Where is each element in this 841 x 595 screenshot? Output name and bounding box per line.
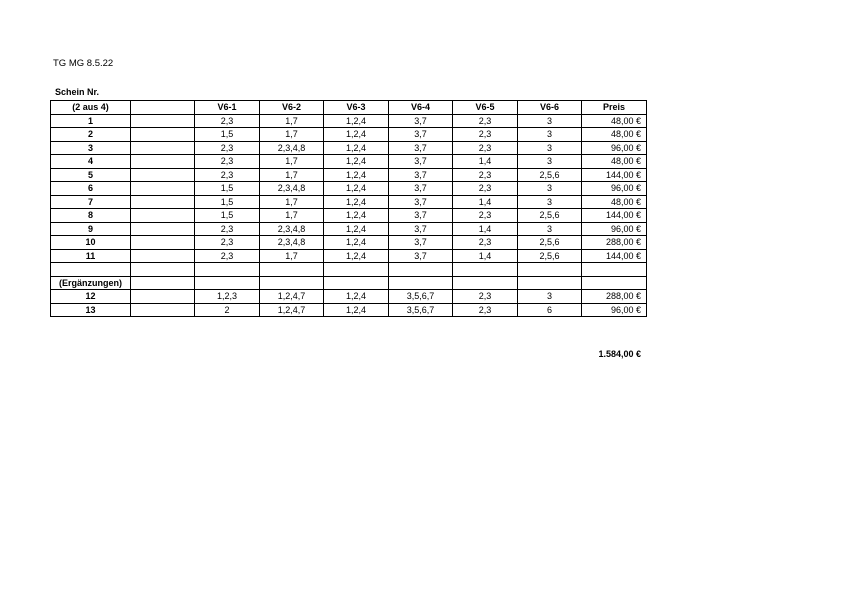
value-cell-v2: 2,3,4,8 <box>260 141 324 155</box>
value-cell-v6: 3 <box>518 128 582 142</box>
value-cell-v4: 3,7 <box>389 249 453 263</box>
blank-cell <box>389 276 453 290</box>
value-cell-v3: 1,2,4 <box>324 249 389 263</box>
value-cell-v3: 1,2,4 <box>324 222 389 236</box>
ticket-number-cell: 11 <box>51 249 131 263</box>
ticket-number-cell: 4 <box>51 155 131 169</box>
blank-cell <box>260 276 324 290</box>
value-cell-v6: 3 <box>518 155 582 169</box>
price-cell: 48,00 € <box>582 114 647 128</box>
value-cell-v2: 1,7 <box>260 155 324 169</box>
value-cell-v3: 1,2,4 <box>324 114 389 128</box>
value-cell-v3: 1,2,4 <box>324 141 389 155</box>
table-row <box>51 303 647 317</box>
blank-cell <box>131 236 195 250</box>
value-cell-v5: 2,3 <box>453 290 518 304</box>
value-cell-v2: 1,7 <box>260 249 324 263</box>
price-cell: 96,00 € <box>582 141 647 155</box>
value-cell-v5: 2,3 <box>453 114 518 128</box>
value-cell-v3: 1,2,4 <box>324 209 389 223</box>
value-cell-v2: 1,7 <box>260 209 324 223</box>
value-cell-v1: 2,3 <box>195 141 260 155</box>
blank-cell <box>51 263 131 277</box>
value-cell-v3: 1,2,4 <box>324 155 389 169</box>
value-cell-v5: 1,4 <box>453 249 518 263</box>
ticket-number-cell: 9 <box>51 222 131 236</box>
total-price: 1.584,00 € <box>598 349 641 359</box>
ticket-number-cell: 2 <box>51 128 131 142</box>
value-cell-v4: 3,7 <box>389 209 453 223</box>
value-cell-v5: 2,3 <box>453 182 518 196</box>
value-cell-v5: 2,3 <box>453 128 518 142</box>
blank-cell <box>582 263 647 277</box>
value-cell-v4: 3,7 <box>389 236 453 250</box>
value-cell-v2: 1,2,4,7 <box>260 290 324 304</box>
value-cell-v6: 2,5,6 <box>518 209 582 223</box>
blank-cell <box>582 276 647 290</box>
header-cell: V6-1 <box>195 101 260 115</box>
ticket-number-cell: 1 <box>51 114 131 128</box>
blank-cell <box>131 155 195 169</box>
table-row <box>51 128 647 142</box>
price-cell: 144,00 € <box>582 168 647 182</box>
blank-cell <box>131 290 195 304</box>
ticket-number-cell: 6 <box>51 182 131 196</box>
price-cell: 288,00 € <box>582 290 647 304</box>
value-cell-v6: 3 <box>518 290 582 304</box>
value-cell-v3: 1,2,4 <box>324 236 389 250</box>
price-cell: 48,00 € <box>582 128 647 142</box>
value-cell-v5: 2,3 <box>453 303 518 317</box>
value-cell-v2: 1,7 <box>260 114 324 128</box>
value-cell-v6: 3 <box>518 182 582 196</box>
table-header-row <box>51 101 647 115</box>
ticket-number-cell: 8 <box>51 209 131 223</box>
value-cell-v1: 2,3 <box>195 249 260 263</box>
value-cell-v2: 2,3,4,8 <box>260 236 324 250</box>
blank-cell <box>389 263 453 277</box>
schein-nr-label: Schein Nr. <box>55 87 100 97</box>
table-body <box>51 101 647 317</box>
value-cell-v1: 1,5 <box>195 128 260 142</box>
ergaenzungen-label: (Ergänzungen) <box>51 276 131 290</box>
blank-cell <box>453 263 518 277</box>
value-cell-v6: 6 <box>518 303 582 317</box>
price-cell: 144,00 € <box>582 209 647 223</box>
blank-cell <box>131 141 195 155</box>
header-cell: V6-2 <box>260 101 324 115</box>
price-cell: 96,00 € <box>582 222 647 236</box>
value-cell-v1: 1,5 <box>195 209 260 223</box>
price-cell: 288,00 € <box>582 236 647 250</box>
price-cell: 144,00 € <box>582 249 647 263</box>
document-title: TG MG 8.5.22 <box>53 58 114 69</box>
value-cell-v3: 1,2,4 <box>324 168 389 182</box>
value-cell-v4: 3,5,6,7 <box>389 290 453 304</box>
value-cell-v4: 3,7 <box>389 128 453 142</box>
value-cell-v2: 2,3,4,8 <box>260 222 324 236</box>
table-row <box>51 195 647 209</box>
value-cell-v3: 1,2,4 <box>324 303 389 317</box>
blank-cell <box>518 263 582 277</box>
value-cell-v4: 3,7 <box>389 168 453 182</box>
value-cell-v4: 3,7 <box>389 141 453 155</box>
value-cell-v4: 3,7 <box>389 182 453 196</box>
value-cell-v3: 1,2,4 <box>324 290 389 304</box>
value-cell-v2: 1,7 <box>260 128 324 142</box>
value-cell-v3: 1,2,4 <box>324 182 389 196</box>
header-cell: V6-5 <box>453 101 518 115</box>
value-cell-v5: 1,4 <box>453 195 518 209</box>
value-cell-v3: 1,2,4 <box>324 195 389 209</box>
value-cell-v6: 2,5,6 <box>518 168 582 182</box>
value-cell-v4: 3,7 <box>389 222 453 236</box>
blank-cell <box>131 114 195 128</box>
value-cell-v2: 1,7 <box>260 168 324 182</box>
blank-cell <box>453 276 518 290</box>
value-cell-v1: 1,5 <box>195 182 260 196</box>
value-cell-v1: 2,3 <box>195 236 260 250</box>
price-cell: 96,00 € <box>582 182 647 196</box>
value-cell-v5: 2,3 <box>453 236 518 250</box>
value-cell-v5: 2,3 <box>453 168 518 182</box>
blank-cell <box>195 276 260 290</box>
blank-cell <box>131 263 195 277</box>
value-cell-v4: 3,7 <box>389 155 453 169</box>
table-row <box>51 209 647 223</box>
table-row <box>51 249 647 263</box>
ticket-number-cell: 12 <box>51 290 131 304</box>
value-cell-v1: 2,3 <box>195 155 260 169</box>
value-cell-v4: 3,7 <box>389 114 453 128</box>
blank-cell <box>131 222 195 236</box>
table-row <box>51 155 647 169</box>
header-cell: V6-3 <box>324 101 389 115</box>
value-cell-v1: 1,2,3 <box>195 290 260 304</box>
header-cell: (2 aus 4) <box>51 101 131 115</box>
value-cell-v3: 1,2,4 <box>324 128 389 142</box>
value-cell-v2: 1,2,4,7 <box>260 303 324 317</box>
value-cell-v6: 3 <box>518 222 582 236</box>
table-row <box>51 141 647 155</box>
value-cell-v1: 2 <box>195 303 260 317</box>
header-cell <box>131 101 195 115</box>
ticket-number-cell: 5 <box>51 168 131 182</box>
value-cell-v6: 2,5,6 <box>518 236 582 250</box>
blank-cell <box>518 276 582 290</box>
blank-cell <box>131 303 195 317</box>
price-cell: 96,00 € <box>582 303 647 317</box>
ticket-number-cell: 7 <box>51 195 131 209</box>
table-row <box>51 168 647 182</box>
value-cell-v6: 3 <box>518 195 582 209</box>
value-cell-v5: 2,3 <box>453 209 518 223</box>
price-cell: 48,00 € <box>582 155 647 169</box>
blank-cell <box>324 263 389 277</box>
blank-cell <box>324 276 389 290</box>
value-cell-v5: 1,4 <box>453 222 518 236</box>
value-cell-v6: 3 <box>518 114 582 128</box>
header-cell: Preis <box>582 101 647 115</box>
price-cell: 48,00 € <box>582 195 647 209</box>
value-cell-v1: 2,3 <box>195 222 260 236</box>
header-cell: V6-4 <box>389 101 453 115</box>
table-row <box>51 222 647 236</box>
table-row <box>51 290 647 304</box>
value-cell-v1: 1,5 <box>195 195 260 209</box>
header-cell: V6-6 <box>518 101 582 115</box>
value-cell-v4: 3,7 <box>389 195 453 209</box>
value-cell-v5: 2,3 <box>453 141 518 155</box>
value-cell-v2: 2,3,4,8 <box>260 182 324 196</box>
value-cell-v5: 1,4 <box>453 155 518 169</box>
value-cell-v1: 2,3 <box>195 114 260 128</box>
tickets-table <box>50 100 647 317</box>
blank-cell <box>131 168 195 182</box>
blank-cell <box>260 263 324 277</box>
table-row <box>51 236 647 250</box>
value-cell-v1: 2,3 <box>195 168 260 182</box>
ticket-number-cell: 10 <box>51 236 131 250</box>
blank-cell <box>131 182 195 196</box>
value-cell-v4: 3,5,6,7 <box>389 303 453 317</box>
ergaenzungen-row <box>51 276 647 290</box>
spacer-row <box>51 263 647 277</box>
blank-cell <box>195 263 260 277</box>
table-row <box>51 114 647 128</box>
blank-cell <box>131 128 195 142</box>
value-cell-v6: 2,5,6 <box>518 249 582 263</box>
ticket-number-cell: 13 <box>51 303 131 317</box>
blank-cell <box>131 195 195 209</box>
blank-cell <box>131 209 195 223</box>
table-row <box>51 182 647 196</box>
value-cell-v6: 3 <box>518 141 582 155</box>
blank-cell <box>131 249 195 263</box>
ticket-number-cell: 3 <box>51 141 131 155</box>
blank-cell <box>131 276 195 290</box>
value-cell-v2: 1,7 <box>260 195 324 209</box>
